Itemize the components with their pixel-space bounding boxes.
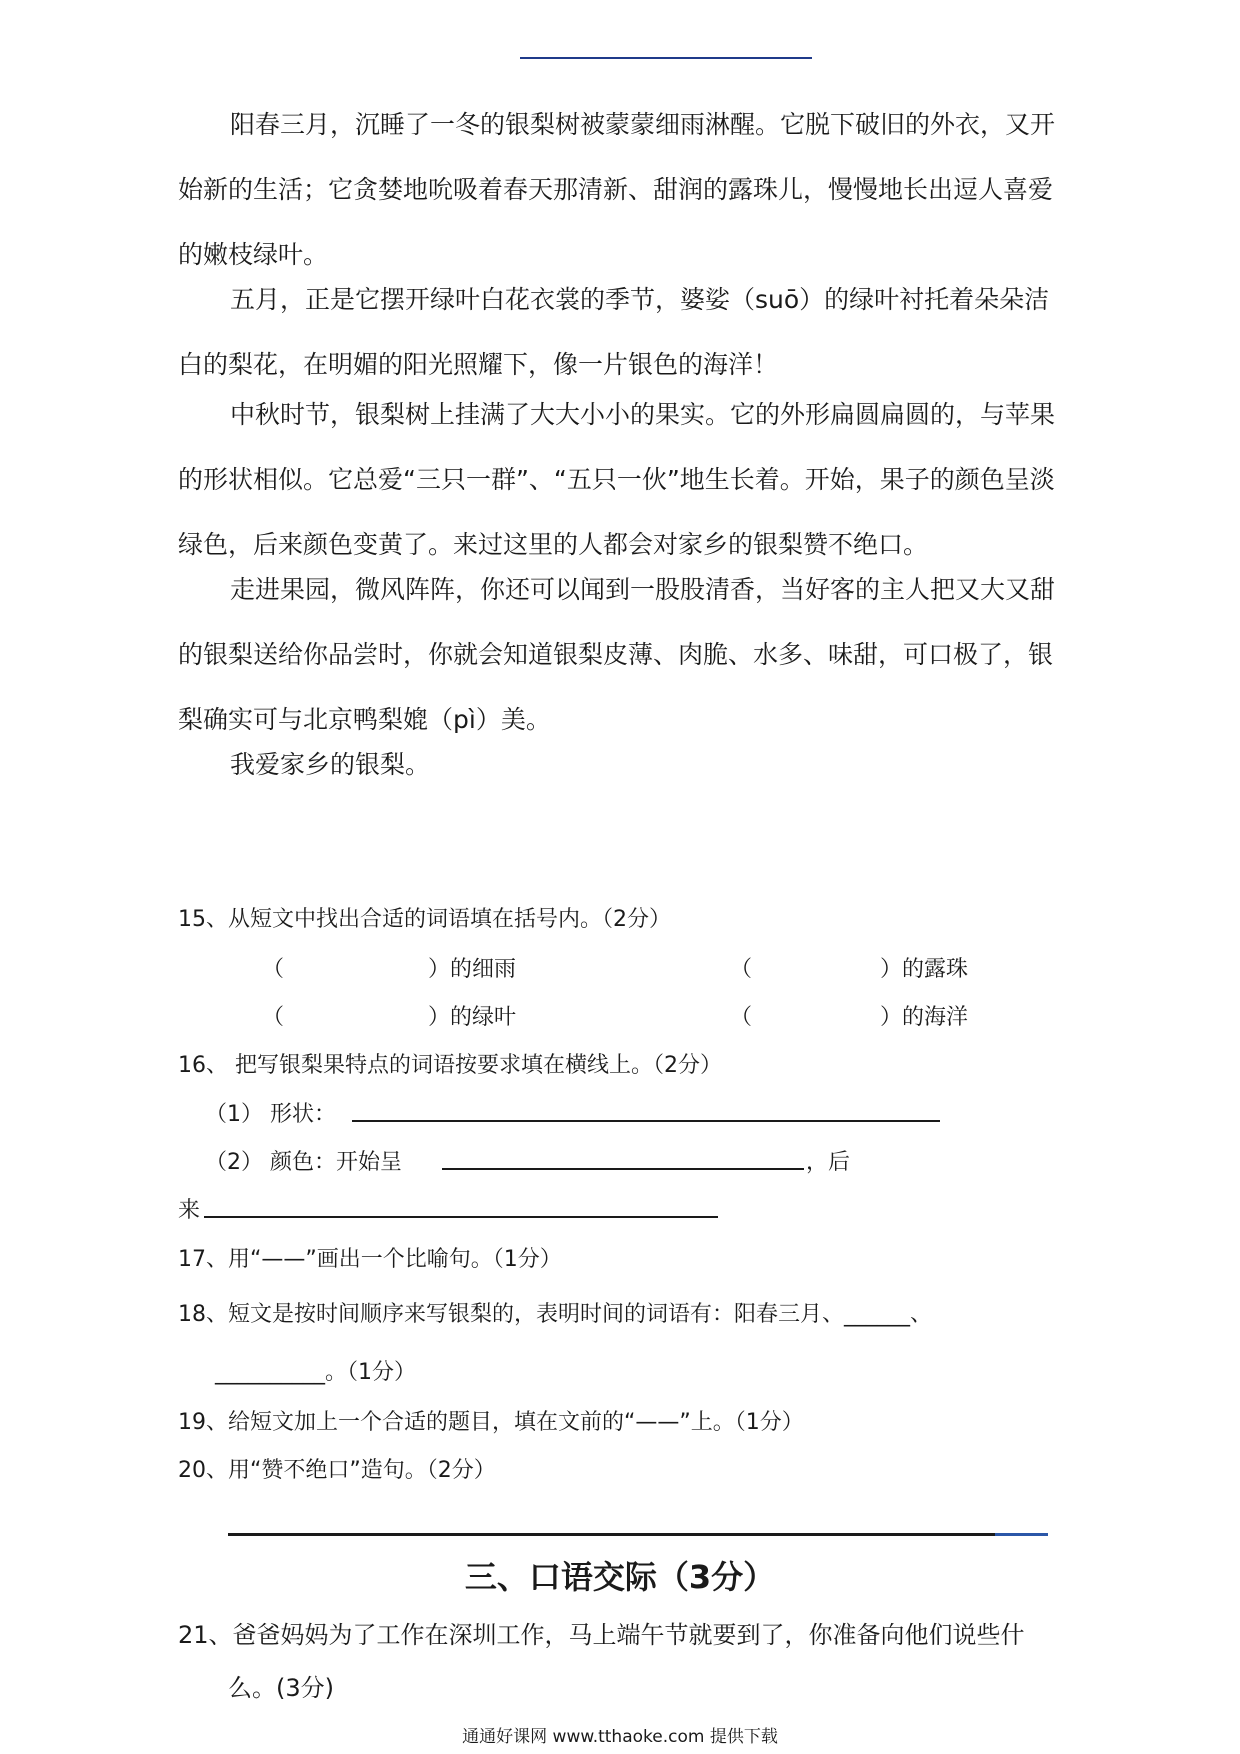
question-18-continued: __________。（1分） (215, 1360, 416, 1385)
page-footer: 通通好课网 www.tthaoke.com 提供下载 (462, 1727, 778, 1747)
q15-bracket-open-1: （ (262, 957, 285, 982)
q16-color-later-answer-line[interactable] (204, 1216, 718, 1218)
q16-color-later-label: ，后 (806, 1150, 851, 1175)
passage-paragraph-3: 中秋时节，银梨树上挂满了大大小小的果实。它的外形扁圆扁圆的，与苹果的形状相似。它总爱“三只一群”、“五只一伙”地生长着。开始，果子的颜色呈淡绿色，后来颜色变黄了。来过这里的人都会对家乡的银梨赞不绝口。 (178, 400, 1056, 559)
q15-item-3: ）的绿叶 (428, 1005, 517, 1030)
question-20: 20、用“赞不绝口”造句。（2分） (178, 1458, 496, 1483)
q15-item-1: ）的细雨 (428, 957, 517, 982)
q16-color-label: （2） 颜色：开始呈 (205, 1150, 402, 1175)
q16-shape-answer-line[interactable] (352, 1120, 940, 1122)
section-divider-accent (995, 1533, 1048, 1536)
question-18: 18、短文是按时间顺序来写银梨的，表明时间的词语有：阳春三月、______、 (178, 1302, 932, 1327)
question-16: 16、 把写银梨果特点的词语按要求填在横线上。（2分） (178, 1053, 722, 1078)
q16-color-start-answer-line[interactable] (442, 1168, 804, 1170)
question-21-continued: 么。(3分) (228, 1674, 334, 1702)
passage-paragraph-2: 五月，正是它摆开绿叶白花衣裳的季节，婆娑（suō）的绿叶衬托着朵朵洁白的梨花，在明媚的阳光照耀下，像一片银色的海洋！ (178, 285, 1050, 379)
passage-paragraph-1: 阳春三月，沉睡了一冬的银梨树被蒙蒙细雨淋醒。它脱下破旧的外衣，又开始新的生活；它贪婪地吮吸着春天那清新、甜润的露珠儿，慢慢地长出逗人喜爱的嫩枝绿叶。 (178, 110, 1056, 269)
q15-bracket-open-3: （ (262, 1005, 285, 1030)
title-blank-line (520, 57, 812, 59)
section-3-title: 三、口语交际（3分） (464, 1558, 776, 1596)
q15-item-4: ）的海洋 (880, 1005, 969, 1030)
q16-shape-label: （1） 形状： (205, 1102, 336, 1127)
question-15: 15、从短文中找出合适的词语填在括号内。（2分） (178, 907, 671, 932)
q16-color-later-continued: 来 (178, 1198, 201, 1223)
q15-bracket-open-4: （ (730, 1005, 753, 1030)
question-17: 17、用“——”画出一个比喻句。（1分） (178, 1247, 562, 1272)
passage-paragraph-5: 我爱家乡的银梨。 (230, 750, 431, 779)
section-divider (228, 1533, 1048, 1536)
question-19: 19、给短文加上一个合适的题目，填在文前的“——”上。（1分） (178, 1410, 804, 1435)
q15-bracket-open-2: （ (730, 957, 753, 982)
q15-item-2: ）的露珠 (880, 957, 969, 982)
question-21: 21、爸爸妈妈为了工作在深圳工作，马上端午节就要到了，你准备向他们说些什 (178, 1621, 1025, 1649)
passage-paragraph-4: 走进果园，微风阵阵，你还可以闻到一股股清香，当好客的主人把又大又甜的银梨送给你品尝时，你就会知道银梨皮薄、肉脆、水多、味甜，可口极了，银梨确实可与北京鸭梨媲（pì）美。 (178, 575, 1056, 734)
